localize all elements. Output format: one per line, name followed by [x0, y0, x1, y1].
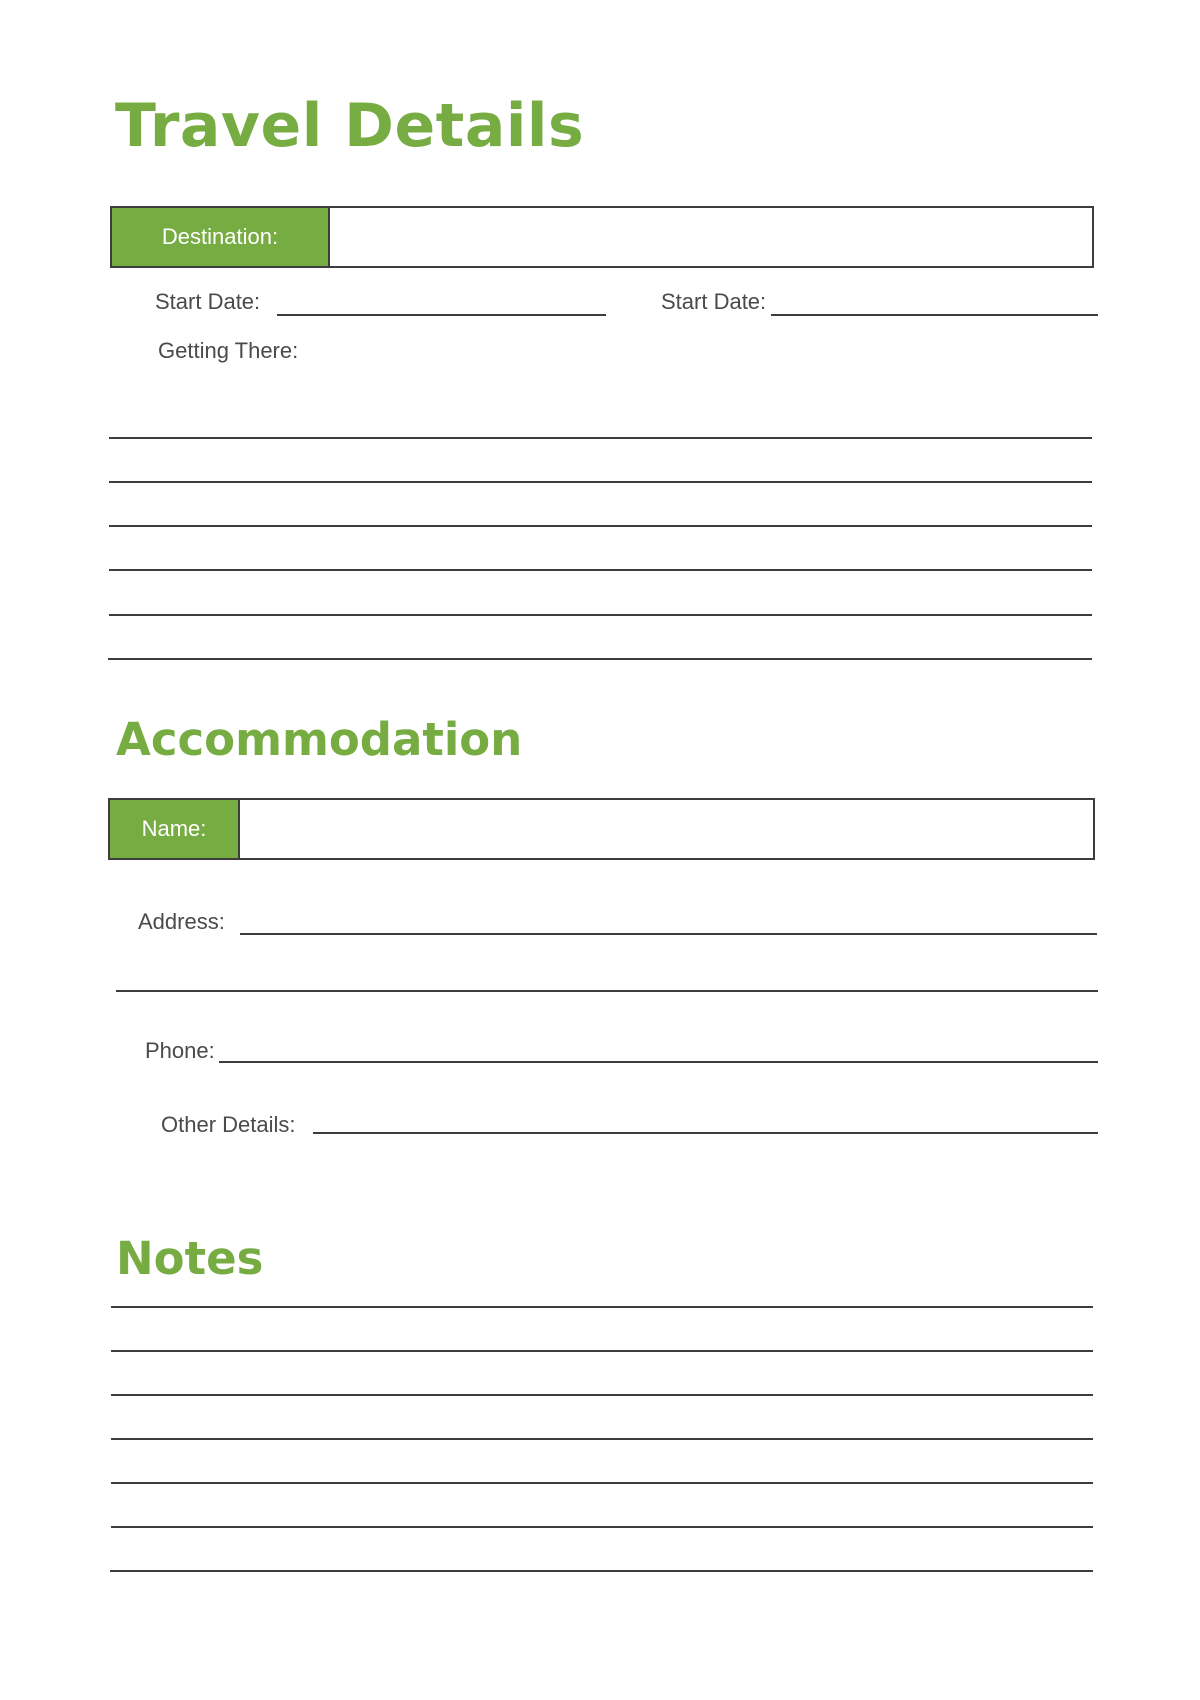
start-date-label-right: Start Date:	[661, 289, 767, 314]
phone-label: Phone:	[145, 1038, 215, 1063]
getting-there-label: Getting There:	[158, 338, 299, 363]
notes-line[interactable]	[111, 1438, 1093, 1440]
other-details-line[interactable]	[313, 1132, 1098, 1134]
getting-there-line[interactable]	[109, 437, 1092, 439]
getting-there-line[interactable]	[108, 658, 1092, 660]
destination-label: Destination:	[112, 208, 330, 266]
notes-line[interactable]	[110, 1570, 1093, 1572]
notes-line[interactable]	[111, 1394, 1093, 1396]
getting-there-line[interactable]	[109, 525, 1092, 527]
destination-box	[110, 206, 1094, 268]
notes-heading: Notes	[116, 1232, 264, 1285]
name-label: Name:	[110, 800, 240, 858]
destination-field[interactable]	[330, 208, 1092, 266]
start-date-line-right[interactable]	[771, 314, 1098, 316]
start-date-line-left[interactable]	[277, 314, 606, 316]
name-field[interactable]	[240, 800, 1093, 858]
notes-line[interactable]	[111, 1350, 1093, 1352]
phone-line[interactable]	[219, 1061, 1098, 1063]
address-line[interactable]	[240, 933, 1097, 935]
getting-there-line[interactable]	[109, 481, 1092, 483]
getting-there-line[interactable]	[109, 614, 1092, 616]
address-label: Address:	[138, 909, 225, 934]
notes-line[interactable]	[111, 1482, 1093, 1484]
notes-line[interactable]	[111, 1306, 1093, 1308]
other-details-label: Other Details:	[161, 1112, 296, 1137]
notes-line[interactable]	[111, 1526, 1093, 1528]
name-box	[108, 798, 1095, 860]
accommodation-heading: Accommodation	[116, 713, 523, 766]
start-date-label-left: Start Date:	[155, 289, 261, 314]
address-line-2[interactable]	[116, 990, 1098, 992]
getting-there-line[interactable]	[109, 569, 1092, 571]
travel-details-heading: Travel Details	[115, 91, 585, 161]
